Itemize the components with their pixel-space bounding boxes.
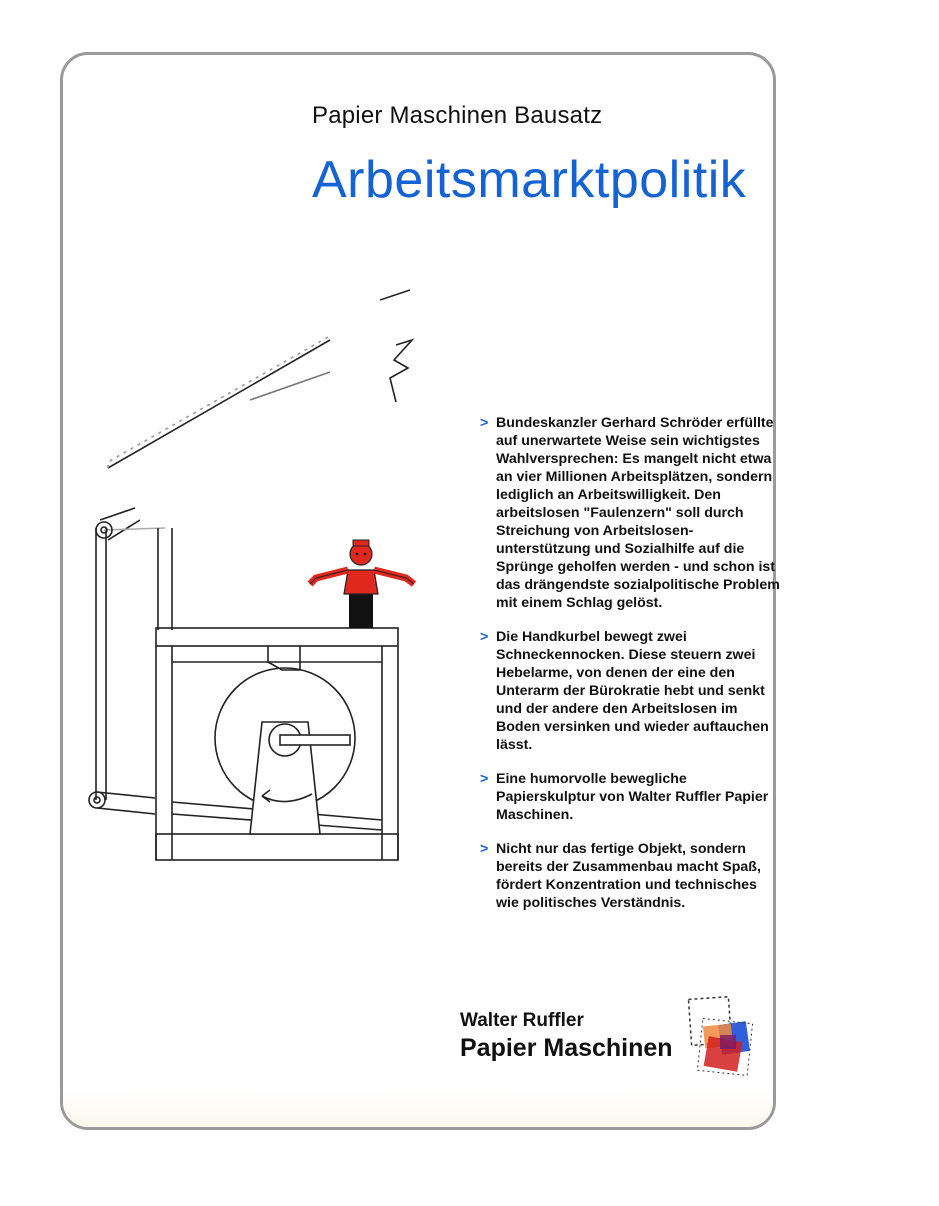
description-paragraph xyxy=(480,414,780,612)
bullet-arrow-icon: > xyxy=(480,771,489,787)
brand-name: Walter Ruffler xyxy=(460,1010,584,1031)
unemployed-figure xyxy=(310,540,414,628)
card-bottom-tint xyxy=(63,1091,773,1127)
brand-subtitle: Papier Maschinen xyxy=(460,1034,673,1062)
paragraph-text: Eine humorvolle bewegliche Papierskulptur von Walter Ruffler Papier Maschinen. xyxy=(496,771,769,823)
lever-arm xyxy=(96,528,106,800)
machine-table xyxy=(156,628,398,646)
paragraph-text: Die Handkurbel bewegt zwei Schneckennocken. Diese steuern zwei Hebelarme, von denen der eine den Unterarm der Bürokratie hebt und senkt und der andere den Arbeitslosen im Boden versinken und wieder auftauchen lässt. xyxy=(496,629,769,753)
machine-illustration xyxy=(80,270,440,890)
kit-label: Papier Maschinen Bausatz xyxy=(312,102,603,129)
bullet-arrow-icon: > xyxy=(480,841,489,857)
paragraph-text: Nicht nur das fertige Objekt, sondern bereits der Zusammenbau macht Spaß, fördert Konzentration und technisches wie politisches Verständnis. xyxy=(496,841,761,911)
brand-logo-icon xyxy=(686,995,756,1079)
description-paragraph xyxy=(480,770,780,824)
bureaucracy-arm xyxy=(108,340,330,468)
description-paragraph xyxy=(480,840,780,912)
description-block xyxy=(480,414,780,928)
bullet-arrow-icon: > xyxy=(480,629,489,645)
paragraph-text: Bundeskanzler Gerhard Schröder erfüllte auf unerwartete Weise sein wichtigstes Wahlversprechen: Es mangelt nicht etwa an vier Millionen Arbeitsplätzen, sondern lediglich an Arbeitswilligkeit. Den arbeitslosen "Faulenzern" soll durch Streichung von Arbeitslosen-unterstützung und Sozialhilfe auf die Sprünge geholfen werden - und schon ist das drängendste sozialpolitische Problem mit einem Schlag gelöst. xyxy=(496,415,780,611)
hand-outline xyxy=(380,290,412,402)
description-paragraph xyxy=(480,628,780,754)
hand-crank xyxy=(280,735,350,745)
page-title: Arbeitsmarktpolitik xyxy=(312,151,747,209)
bullet-arrow-icon: > xyxy=(480,415,489,431)
